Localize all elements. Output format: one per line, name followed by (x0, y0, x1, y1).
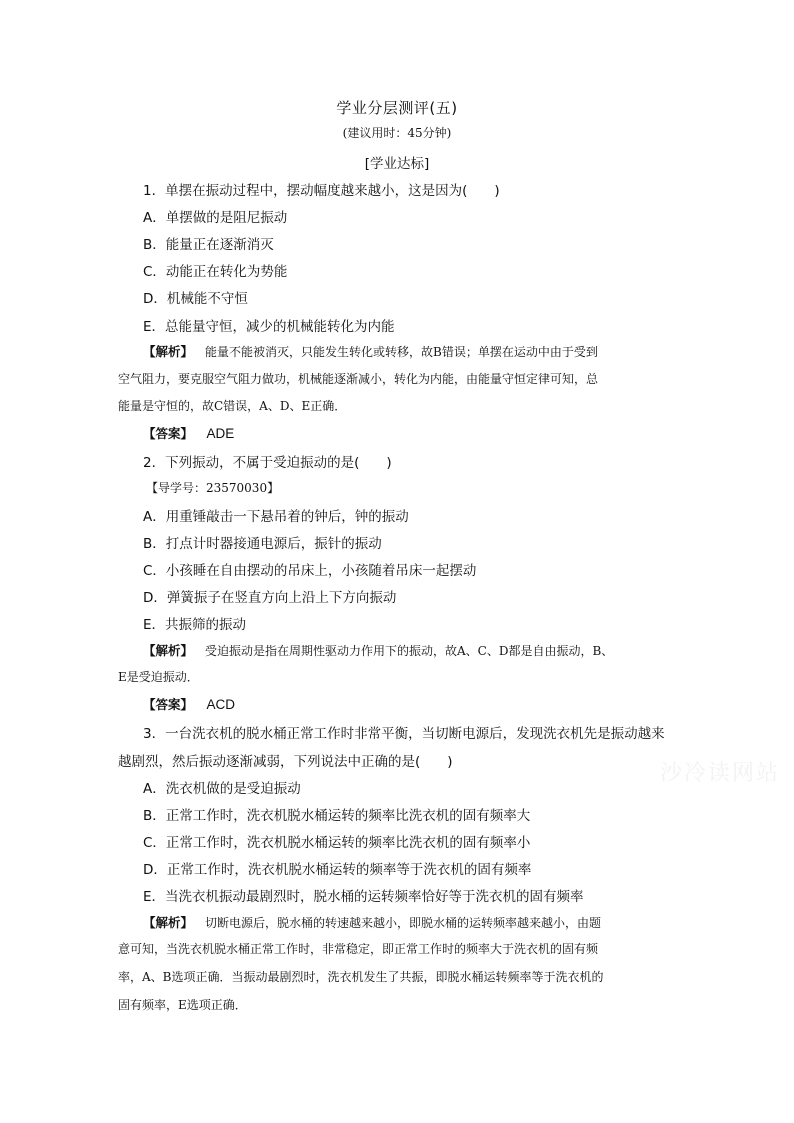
q2-option-a: A．用重锤敲击一下悬吊着的钟后，钟的振动 (143, 509, 409, 525)
q1-option-c: C．动能正在转化为势能 (143, 264, 288, 280)
section-heading: [学业达标] (364, 156, 430, 172)
q2-analysis-text-1: 受迫振动是指在周期性驱动力作用下的振动，故A、C、D都是自由振动，B、 (205, 644, 614, 658)
q2-answer-value: ACD (206, 697, 236, 712)
q3-option-d: D．正常工作时，洗衣机脱水桶运转的频率等于洗衣机的固有频率 (143, 862, 532, 878)
question-3-stem-line-2: 越剧烈，然后振动逐渐减弱，下列说法中正确的是( ) (118, 754, 453, 770)
q3-analysis-line-2: 意可知，当洗衣机脱水桶正常工作时，非常稳定，即正常工作时的频率大于洗衣机的固有频 (118, 942, 599, 956)
q1-analysis-text-1: 能量不能被消灭，只能发生转化或转移，故B错误；单摆在运动中由于受到 (205, 345, 598, 359)
q1-answer-tag: 【答案】 (143, 426, 194, 441)
q3-analysis-tag: 【解析】 (143, 915, 194, 930)
question-2-stem: 2．下列振动，不属于受迫振动的是( ) (143, 455, 392, 471)
q3-analysis-line-4: 固有频率，E选项正确． (118, 998, 247, 1012)
q2-option-e: E．共振筛的振动 (143, 617, 247, 633)
q3-analysis-line-1 (143, 913, 601, 931)
question-3-stem-line-1: 3．一台洗衣机的脱水桶正常工作时非常平衡，当切断电源后，发现洗衣机先是振动越来 (143, 726, 665, 742)
q3-analysis-line-3: 率，A、B选项正确．当振动最剧烈时，洗衣机发生了共振，即脱水桶运转频率等于洗衣机的 (118, 970, 604, 984)
q1-option-a: A．单摆做的是阻尼振动 (143, 210, 288, 226)
q3-option-a: A．洗衣机做的是受迫振动 (143, 781, 301, 797)
q1-answer (143, 424, 234, 442)
q2-option-c: C．小孩睡在自由摆动的吊床上，小孩随着吊床一起摆动 (143, 563, 477, 579)
q1-analysis-line-3: 能量是守恒的，故C错误，A、D、E正确． (118, 399, 347, 413)
q3-option-b: B．正常工作时，洗衣机脱水桶运转的频率比洗衣机的固有频率大 (143, 808, 531, 824)
q1-analysis-line-2: 空气阻力，要克服空气阻力做功，机械能逐渐减小，转化为内能，由能量守恒定律可知，总 (118, 372, 599, 386)
q3-analysis-text-1: 切断电源后，脱水桶的转速越来越小，即脱水桶的运转频率越来越小，由题 (205, 916, 602, 930)
q2-analysis-tag: 【解析】 (143, 643, 194, 658)
q1-analysis-tag: 【解析】 (143, 344, 194, 359)
question-1-stem: 1．单摆在振动过程中，摆动幅度越来越小，这是因为( ) (143, 183, 500, 199)
q1-answer-value: ADE (206, 426, 235, 441)
q2-answer (143, 695, 235, 713)
q1-option-d: D．机械能不守恒 (143, 291, 248, 307)
q1-option-b: B．能量正在逐渐消灭 (143, 237, 274, 253)
q2-option-b: B．打点计时器接通电源后，振针的振动 (143, 536, 382, 552)
q1-option-e: E．总能量守恒，减少的机械能转化为内能 (143, 319, 395, 335)
q2-analysis-line-2: E是受迫振动． (118, 670, 199, 684)
suggested-time: (建议用时：45分钟) (342, 126, 452, 140)
q2-guide-number: 【导学号：23570030】 (146, 481, 280, 495)
q2-analysis-line-1 (143, 641, 613, 659)
q3-option-e: E．当洗衣机振动最剧烈时，脱水桶的运转频率恰好等于洗衣机的固有频率 (143, 889, 584, 905)
page-title: 学业分层测评(五) (336, 99, 458, 117)
q1-analysis-line-1 (143, 342, 598, 360)
watermark: 沙冷读网站 (660, 761, 781, 786)
q3-option-c: C．正常工作时，洗衣机脱水桶运转的频率比洗衣机的固有频率小 (143, 835, 531, 851)
q2-option-d: D．弹簧振子在竖直方向上沿上下方向振动 (143, 590, 397, 606)
q2-answer-tag: 【答案】 (143, 697, 194, 712)
